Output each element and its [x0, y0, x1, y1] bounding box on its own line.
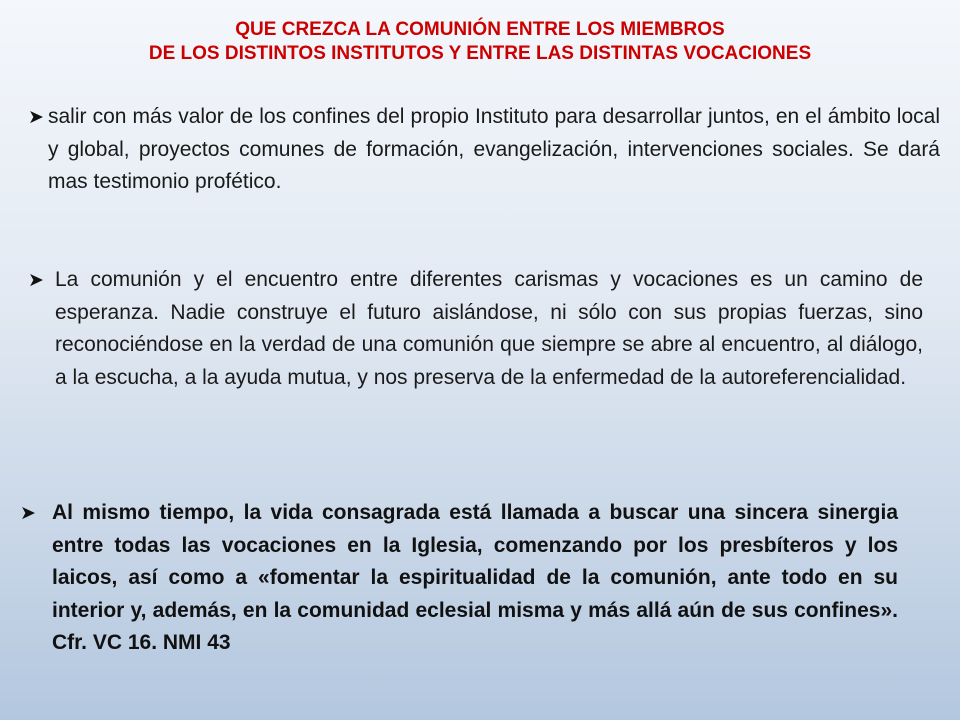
- bullet-item-2: [28, 264, 923, 394]
- bullet-text-1: salir con más valor de los confines del propio Instituto para desarrollar juntos, en el ámbito local y global, proyectos comunes de formación, evangelización, intervenciones sociales. Se dará mas testimonio profético.: [48, 105, 940, 193]
- bullet-item-1: [28, 101, 940, 199]
- bullet-text-2: La comunión y el encuentro entre diferentes carismas y vocaciones es un camino de esperanza. Nadie construye el futuro aislándose, ni sólo con sus propias fuerzas, sino reconociéndose en la verdad de una comunión que siempre se abre al encuentro, al diálogo, a la escucha, a la ayuda mutua, y nos preserva de la enfermedad de la autoreferencialidad.: [55, 268, 923, 389]
- slide-title-line-2: DE LOS DISTINTOS INSTITUTOS Y ENTRE LAS DISTINTAS VOCACIONES: [148, 43, 812, 64]
- bullet-text-3: Al mismo tiempo, la vida consagrada está llamada a buscar una sincera sinergia entre todas las vocaciones en la Iglesia, comenzando por los presbíteros y los laicos, así como a «fomentar la espiritualidad de la comunión, ante todo en su interior y, además, en la comunidad eclesial misma y más allá aún de sus confines». Cfr. VC 16. NMI 43: [52, 501, 898, 654]
- arrowhead-bullet-icon: ➤: [28, 107, 44, 128]
- bullet-item-3: [20, 497, 898, 660]
- arrowhead-bullet-icon: ➤: [20, 503, 36, 524]
- slide-title-line-1: QUE CREZCA LA COMUNIÓN ENTRE LOS MIEMBROS: [235, 19, 725, 40]
- slide-title: [0, 18, 960, 66]
- arrowhead-bullet-icon: ➤: [28, 270, 44, 291]
